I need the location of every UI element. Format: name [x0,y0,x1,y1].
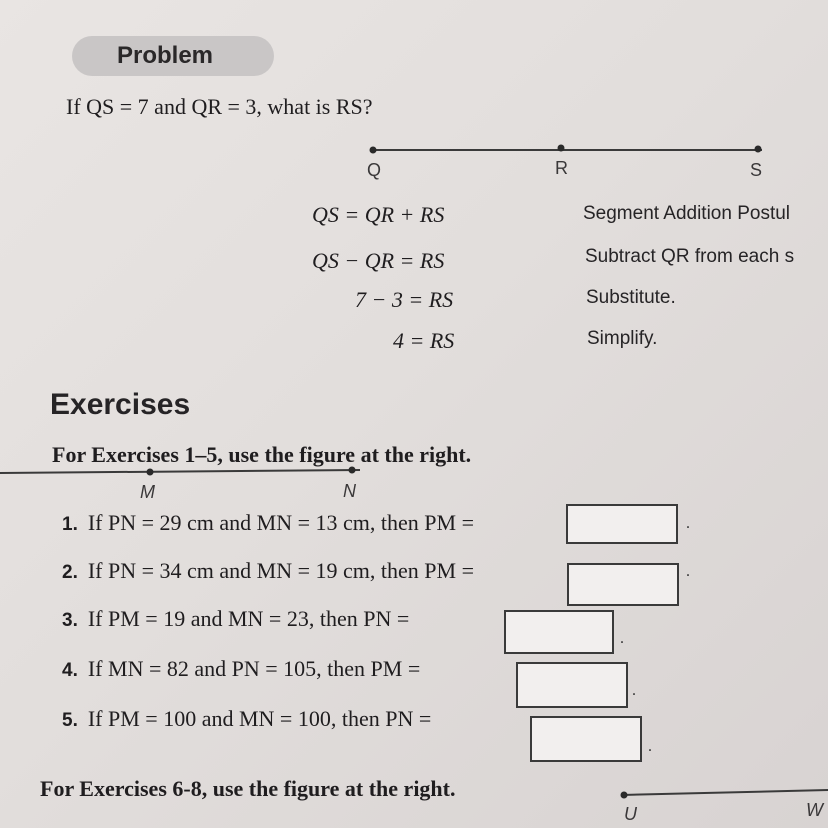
label-n: N [343,481,356,501]
answer-box-5[interactable] [530,716,642,762]
problem-header-label: Problem [117,42,214,69]
step-3-reason: Substitute. [586,287,676,308]
exercise-4-number: 4. [62,660,78,681]
exercise-5 [62,706,431,732]
answer-box-3[interactable] [504,610,614,654]
label-q: Q [367,160,382,180]
step-4-reason: Simplify. [587,328,658,349]
period-5: . [648,738,652,755]
exercise-1-number: 1. [62,514,78,535]
label-r: R [555,158,568,178]
point-m [147,469,154,476]
step-2-equation: QS − QR = RS [312,248,445,273]
label-s: S [750,160,763,180]
period-1: . [686,515,690,532]
segment-uw [622,790,828,795]
answer-box-4[interactable] [516,662,628,708]
exercise-1 [62,510,474,536]
exercise-2-text: If PN = 34 cm and MN = 19 cm, then PM = [87,558,474,583]
period-4: . [632,682,636,699]
problem-question: If QS = 7 and QR = 3, what is RS? [66,94,373,119]
step-2-reason: Subtract QR from each s [585,246,795,267]
period-3: . [620,630,624,647]
exercise-3-text: If PM = 19 and MN = 23, then PN = [87,606,410,631]
step-1-reason: Segment Addition Postul [583,203,791,224]
point-r [558,145,565,152]
exercise-1-text: If PN = 29 cm and MN = 13 cm, then PM = [87,510,474,535]
exercise-5-number: 5. [62,710,78,731]
period-2: . [686,563,690,580]
answer-box-2[interactable] [567,563,679,606]
label-u: U [624,804,637,824]
step-4-equation: 4 = RS [393,328,455,353]
step-1-equation: QS = QR + RS [312,202,445,227]
step-3-equation: 7 − 3 = RS [355,287,454,312]
exercises-heading: Exercises [50,388,191,421]
label-w: W [806,800,823,820]
point-u [621,792,628,799]
exercise-3-number: 3. [62,610,78,631]
exercise-3 [62,606,409,632]
segment-pn [0,470,360,473]
point-q [370,147,377,154]
exercise-2 [62,558,474,584]
exercise-4-text: If MN = 82 and PN = 105, then PM = [87,656,421,681]
exercise-4 [62,656,420,682]
instruction-6-8: For Exercises 6-8, use the figure at the right. [40,776,456,801]
answer-box-1[interactable] [566,504,678,544]
exercise-5-text: If PM = 100 and MN = 100, then PN = [87,706,432,731]
point-s [755,146,762,153]
exercise-2-number: 2. [62,562,78,583]
instruction-1-5: For Exercises 1–5, use the figure at the right. [52,442,472,467]
label-m: M [140,482,155,502]
